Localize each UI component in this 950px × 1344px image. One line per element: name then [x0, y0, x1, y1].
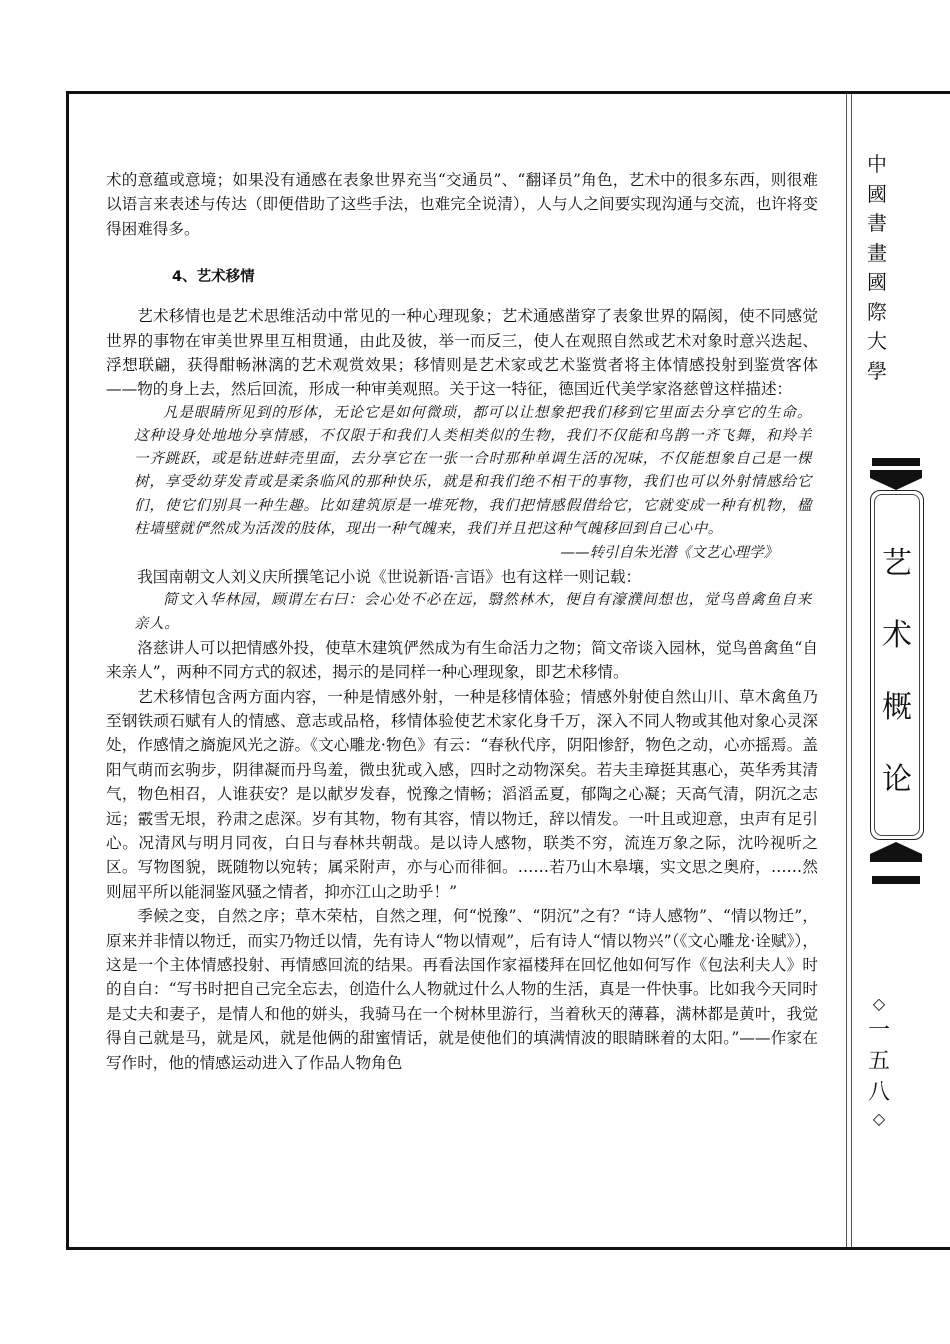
book-title-char: 艺	[882, 546, 912, 581]
badge-top-ornament	[866, 470, 926, 490]
book-title-char: 术	[882, 618, 912, 653]
diamond-ornament: ◇	[872, 994, 886, 1013]
book-title	[872, 528, 922, 816]
institution-name	[859, 150, 895, 386]
institution-char: 國	[867, 270, 887, 294]
page-number-char: 八	[867, 1080, 890, 1105]
institution-char: 書	[867, 211, 887, 235]
paragraph-4: 洛慈讲人可以把情感外投，使草木建筑俨然成为有生命活力之物；简文帝谈入园林，觉鸟兽禽鱼“自来亲人”，两种不同方式的叙述，揭示的是同样一种心理现象，即艺术移情。	[106, 638, 818, 682]
diamond-ornament: ◇	[872, 1109, 886, 1128]
institution-char: 際	[867, 299, 887, 324]
institution-char: 畫	[867, 240, 887, 265]
paragraph-1: 术的意蕴或意境；如果没有通感在表象世界充当“交通员”、“翻译员”角色，艺术中的很多东西，则很难以语言来表述与传达（即便借助了这些手法，也难完全说清），人与人之间要实现沟通与交流，也许将变得困难得多。	[106, 171, 818, 238]
sidebar-divider-inner	[851, 94, 852, 1247]
paragraph-6: 季候之变，自然之序；草木荣枯，自然之理，何“悦豫”、“阴沉”之有？“诗人感物”、“情以物迁”，原来并非情以物迁，而实乃物迁以情，先有诗人“物以情观”，后有诗人“情以物兴”（《文心雕龙·诠赋》），这是一个主体情感投射、再情感回流的结果。再看法国作家福楼拜在回忆他如何写作《包法利夫人》时的自白：“写书时把自己完全忘去，创造什么人物就过什么人物的生活，真是一件快事。比如我今天同时是丈夫和妻子，是情人和他的姘头，我骑马在一个树林里游行，当着秋天的薄暮，满林都是黄叶，我觉得自己就是马，就是风，就是他俩的甜蜜情话，就是使他们的填满情波的眼睛眯着的太阳。”——作家在写作时，他的情感运动进入了作品人物角色	[106, 907, 818, 1072]
sidebar-divider	[846, 94, 847, 1247]
main-text	[106, 168, 818, 1075]
paragraph-3: 我国南朝文人刘义庆所撰笔记小说《世说新语·言语》也有这样一则记载：	[137, 567, 642, 586]
page-number	[862, 993, 896, 1130]
block-quote-lotze: 凡是眼睛所见到的形体，无论它是如何微琐，都可以让想象把我们移到它里面去分享它的生命。这种设身处地地分享情感，不仅限于和我们人类相类似的生物，我们不仅能和鸟鹊一齐飞舞，和羚羊一齐跳跃，或是钻进蚌壳里面，去分享它在一张一合时那种单调生活的况味，不仅能想象自己是一棵树，享受幼芽发青或是柔条临风的那种快乐，就是和我们绝不相干的事物，我们也可以外射情感给它们，使它们别具一种生趣。比如建筑原是一堆死物，我们把情感假借给它，它就变成一种有机物，楹柱墙壁就俨然成为活泼的肢体，现出一种气魄来，我们并且把这种气魄移回到自己心中。	[134, 404, 812, 537]
block-quote-shishuo: 简文入华林园，顾谓左右曰：会心处不必在远，翳然林木，便自有濠濮间想也，觉鸟兽禽鱼自来亲人。	[134, 592, 812, 632]
section-heading: 4、艺术移情	[172, 269, 255, 286]
institution-char: 中	[867, 152, 887, 176]
institution-char: 學	[867, 358, 887, 383]
badge-top-bar	[872, 458, 920, 466]
institution-char: 國	[867, 181, 887, 206]
badge-bottom-bar	[872, 876, 920, 884]
quote-source: ——转引自朱光潜《文艺心理学》	[560, 544, 778, 561]
book-title-char: 论	[882, 762, 912, 797]
institution-char: 大	[867, 329, 887, 353]
page-number-char: 一	[867, 1018, 890, 1043]
page-frame-bottom	[66, 1247, 950, 1250]
paragraph-2: 艺术移情也是艺术思维活动中常见的一种心理现象；艺术通感凿穿了表象世界的隔阂，使不同感觉世界的事物在审美世界里互相贯通，由此及彼，举一而反三，使人在观照自然或艺术对象时意兴迭起、浮想联翩，获得酣畅淋漓的艺术观赏效果；移情则是艺术家或艺术鉴赏者将主体情感投射到鉴赏客体——物的身上去，然后回流，形成一种审美观照。关于这一特征，德国近代美学家洛慈曾这样描述：	[106, 307, 818, 399]
page-frame-top	[66, 91, 950, 94]
page-frame-left	[66, 91, 69, 1250]
paragraph-5: 艺术移情包含两方面内容，一种是情感外射，一种是移情体验；情感外射使自然山川、草木禽鱼乃至钢铁顽石赋有人的情感、意志或品格，移情体验使艺术家化身千万，深入不同人物或其他对象心灵深处，作感情之旖旎风光之游。《文心雕龙·物色》有云：“春秋代序，阴阳惨舒，物色之动，心亦摇焉。盖阳气萌而玄驹步，阴律凝而丹鸟羞，微虫犹或入感，四时之动物深矣。若夫圭璋挺其惠心，英华秀其清气，物色相召，人谁获安？是以献岁发春，悦豫之情畅；滔滔孟夏，郁陶之心凝；天高气清，阴沉之志远；霰雪无垠，矜肃之虑深。岁有其物，物有其容，情以物迁，辞以情发。一叶且或迎意，虫声有足引心。况清风与明月同夜，白日与春林共朝哉。是以诗人感物，联类不穷，流连万象之际，沈吟视听之区。写物图貌，既随物以宛转；属采附声，亦与心而徘徊。……若乃山木皋壤，实文思之奥府，……然则屈平所以能洞鉴风骚之情者，抑亦江山之助乎！”	[106, 687, 818, 901]
book-title-char: 概	[882, 690, 912, 725]
badge-bottom-ornament	[866, 842, 926, 862]
page-number-char: 五	[867, 1049, 890, 1074]
